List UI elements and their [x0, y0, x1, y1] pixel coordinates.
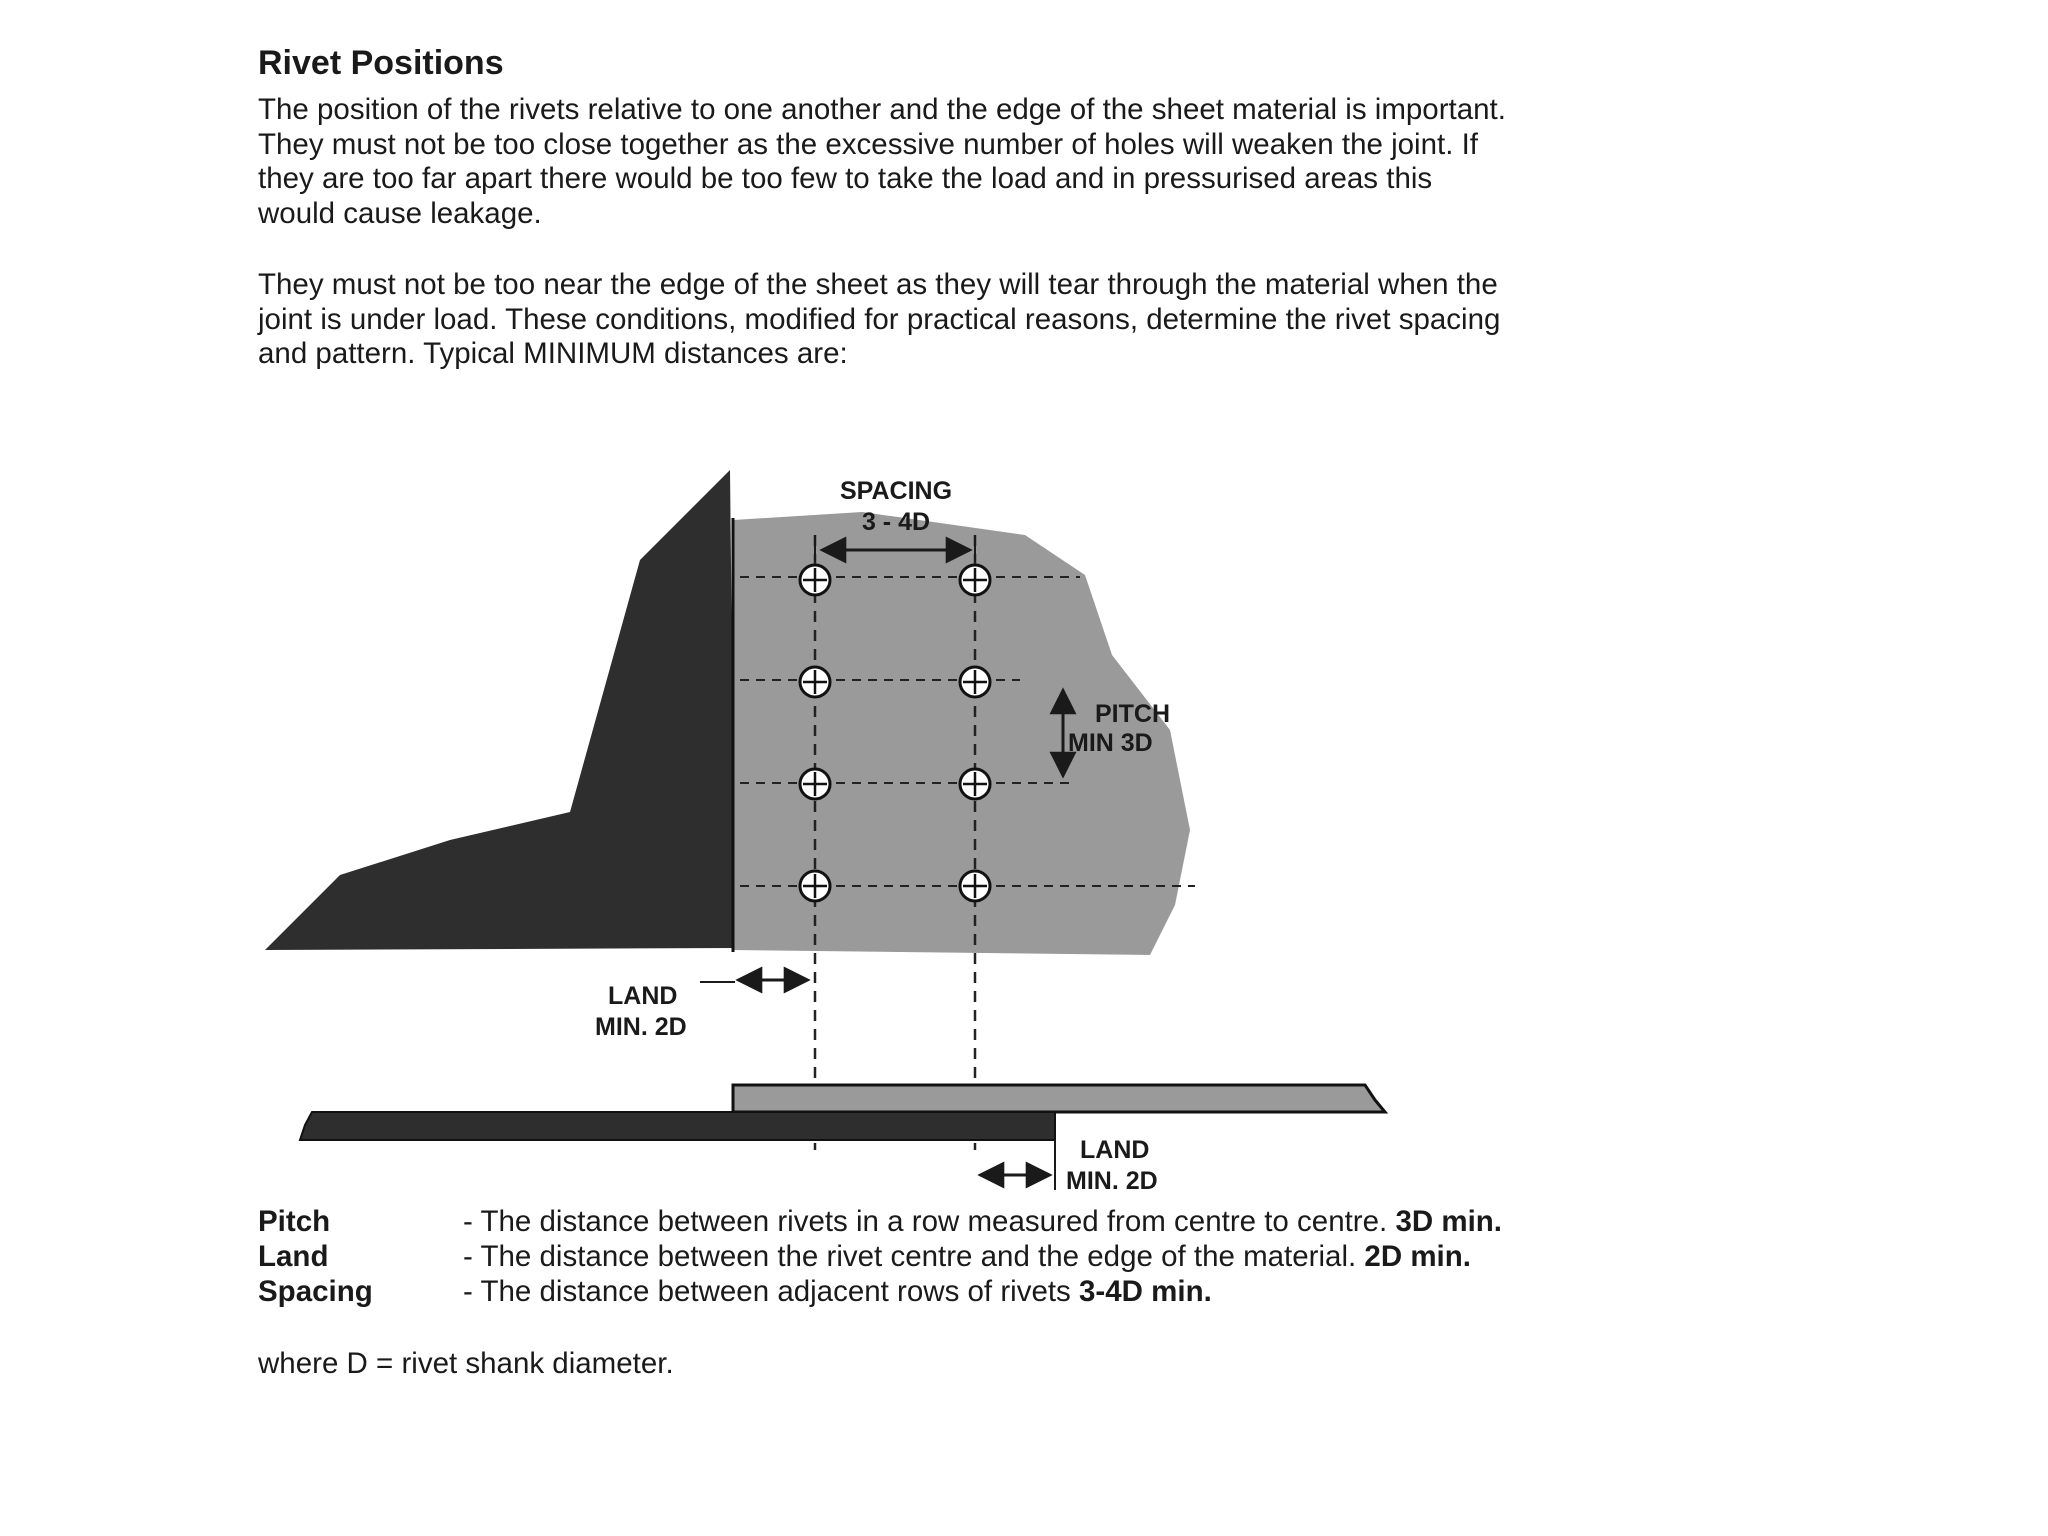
definition-description: [463, 1274, 1212, 1309]
definition-row-spacing: [258, 1274, 1502, 1309]
definitions-list: [258, 1204, 1502, 1309]
land-bottom-label: LAND: [1080, 1136, 1150, 1164]
paragraph-line: joint is under load. These conditions, modified for practical reasons, determine the rivet spacing: [258, 302, 1501, 336]
land-top-value: MIN. 2D: [595, 1013, 687, 1041]
definition-minimum: 3D min.: [1395, 1205, 1502, 1238]
definition-term: Spacing: [258, 1275, 373, 1308]
spacing-label: SPACING: [839, 477, 953, 505]
definition-term: Land: [258, 1240, 329, 1273]
spacing-value: 3 - 4D: [861, 508, 931, 536]
definition-text: - The distance between rivets in a row measured from centre to centre.: [463, 1205, 1388, 1238]
land-bottom-value: MIN. 2D: [1066, 1167, 1158, 1195]
paragraph-line: They must not be too close together as the excessive number of holes will weaken the joint. If: [258, 127, 1478, 161]
land-top-label: LAND: [608, 982, 678, 1010]
section-lower-sheet: [300, 1112, 1055, 1140]
definition-text: - The distance between the rivet centre and the edge of the material.: [463, 1240, 1357, 1273]
pitch-value: MIN 3D: [1068, 729, 1153, 757]
definition-term: Pitch: [258, 1205, 331, 1238]
pitch-label: PITCH: [1095, 700, 1170, 728]
footnote: where D = rivet shank diameter.: [258, 1347, 674, 1380]
section-upper-sheet: [733, 1085, 1385, 1112]
definition-description: [463, 1204, 1502, 1239]
paragraph-line: they are too far apart there would be too few to take the load and in pressurised areas this: [258, 162, 1433, 195]
definition-minimum: 2D min.: [1364, 1240, 1471, 1273]
paragraph-line: and pattern. Typical MINIMUM distances are:: [258, 337, 848, 370]
definition-row-land: [258, 1239, 1502, 1274]
definition-text: - The distance between adjacent rows of rivets: [463, 1275, 1071, 1308]
page-title: Rivet Positions: [258, 44, 504, 82]
lower-sheet: [265, 470, 735, 950]
definition-minimum: 3-4D min.: [1079, 1275, 1212, 1308]
definition-row-pitch: [258, 1204, 1502, 1239]
paragraph-line: They must not be too near the edge of the sheet as they will tear through the material when the: [258, 268, 1498, 301]
definition-description: [463, 1239, 1471, 1274]
paragraph-line: would cause leakage.: [258, 196, 542, 230]
paragraph-line: The position of the rivets relative to one another and the edge of the sheet material is important.: [258, 93, 1506, 126]
